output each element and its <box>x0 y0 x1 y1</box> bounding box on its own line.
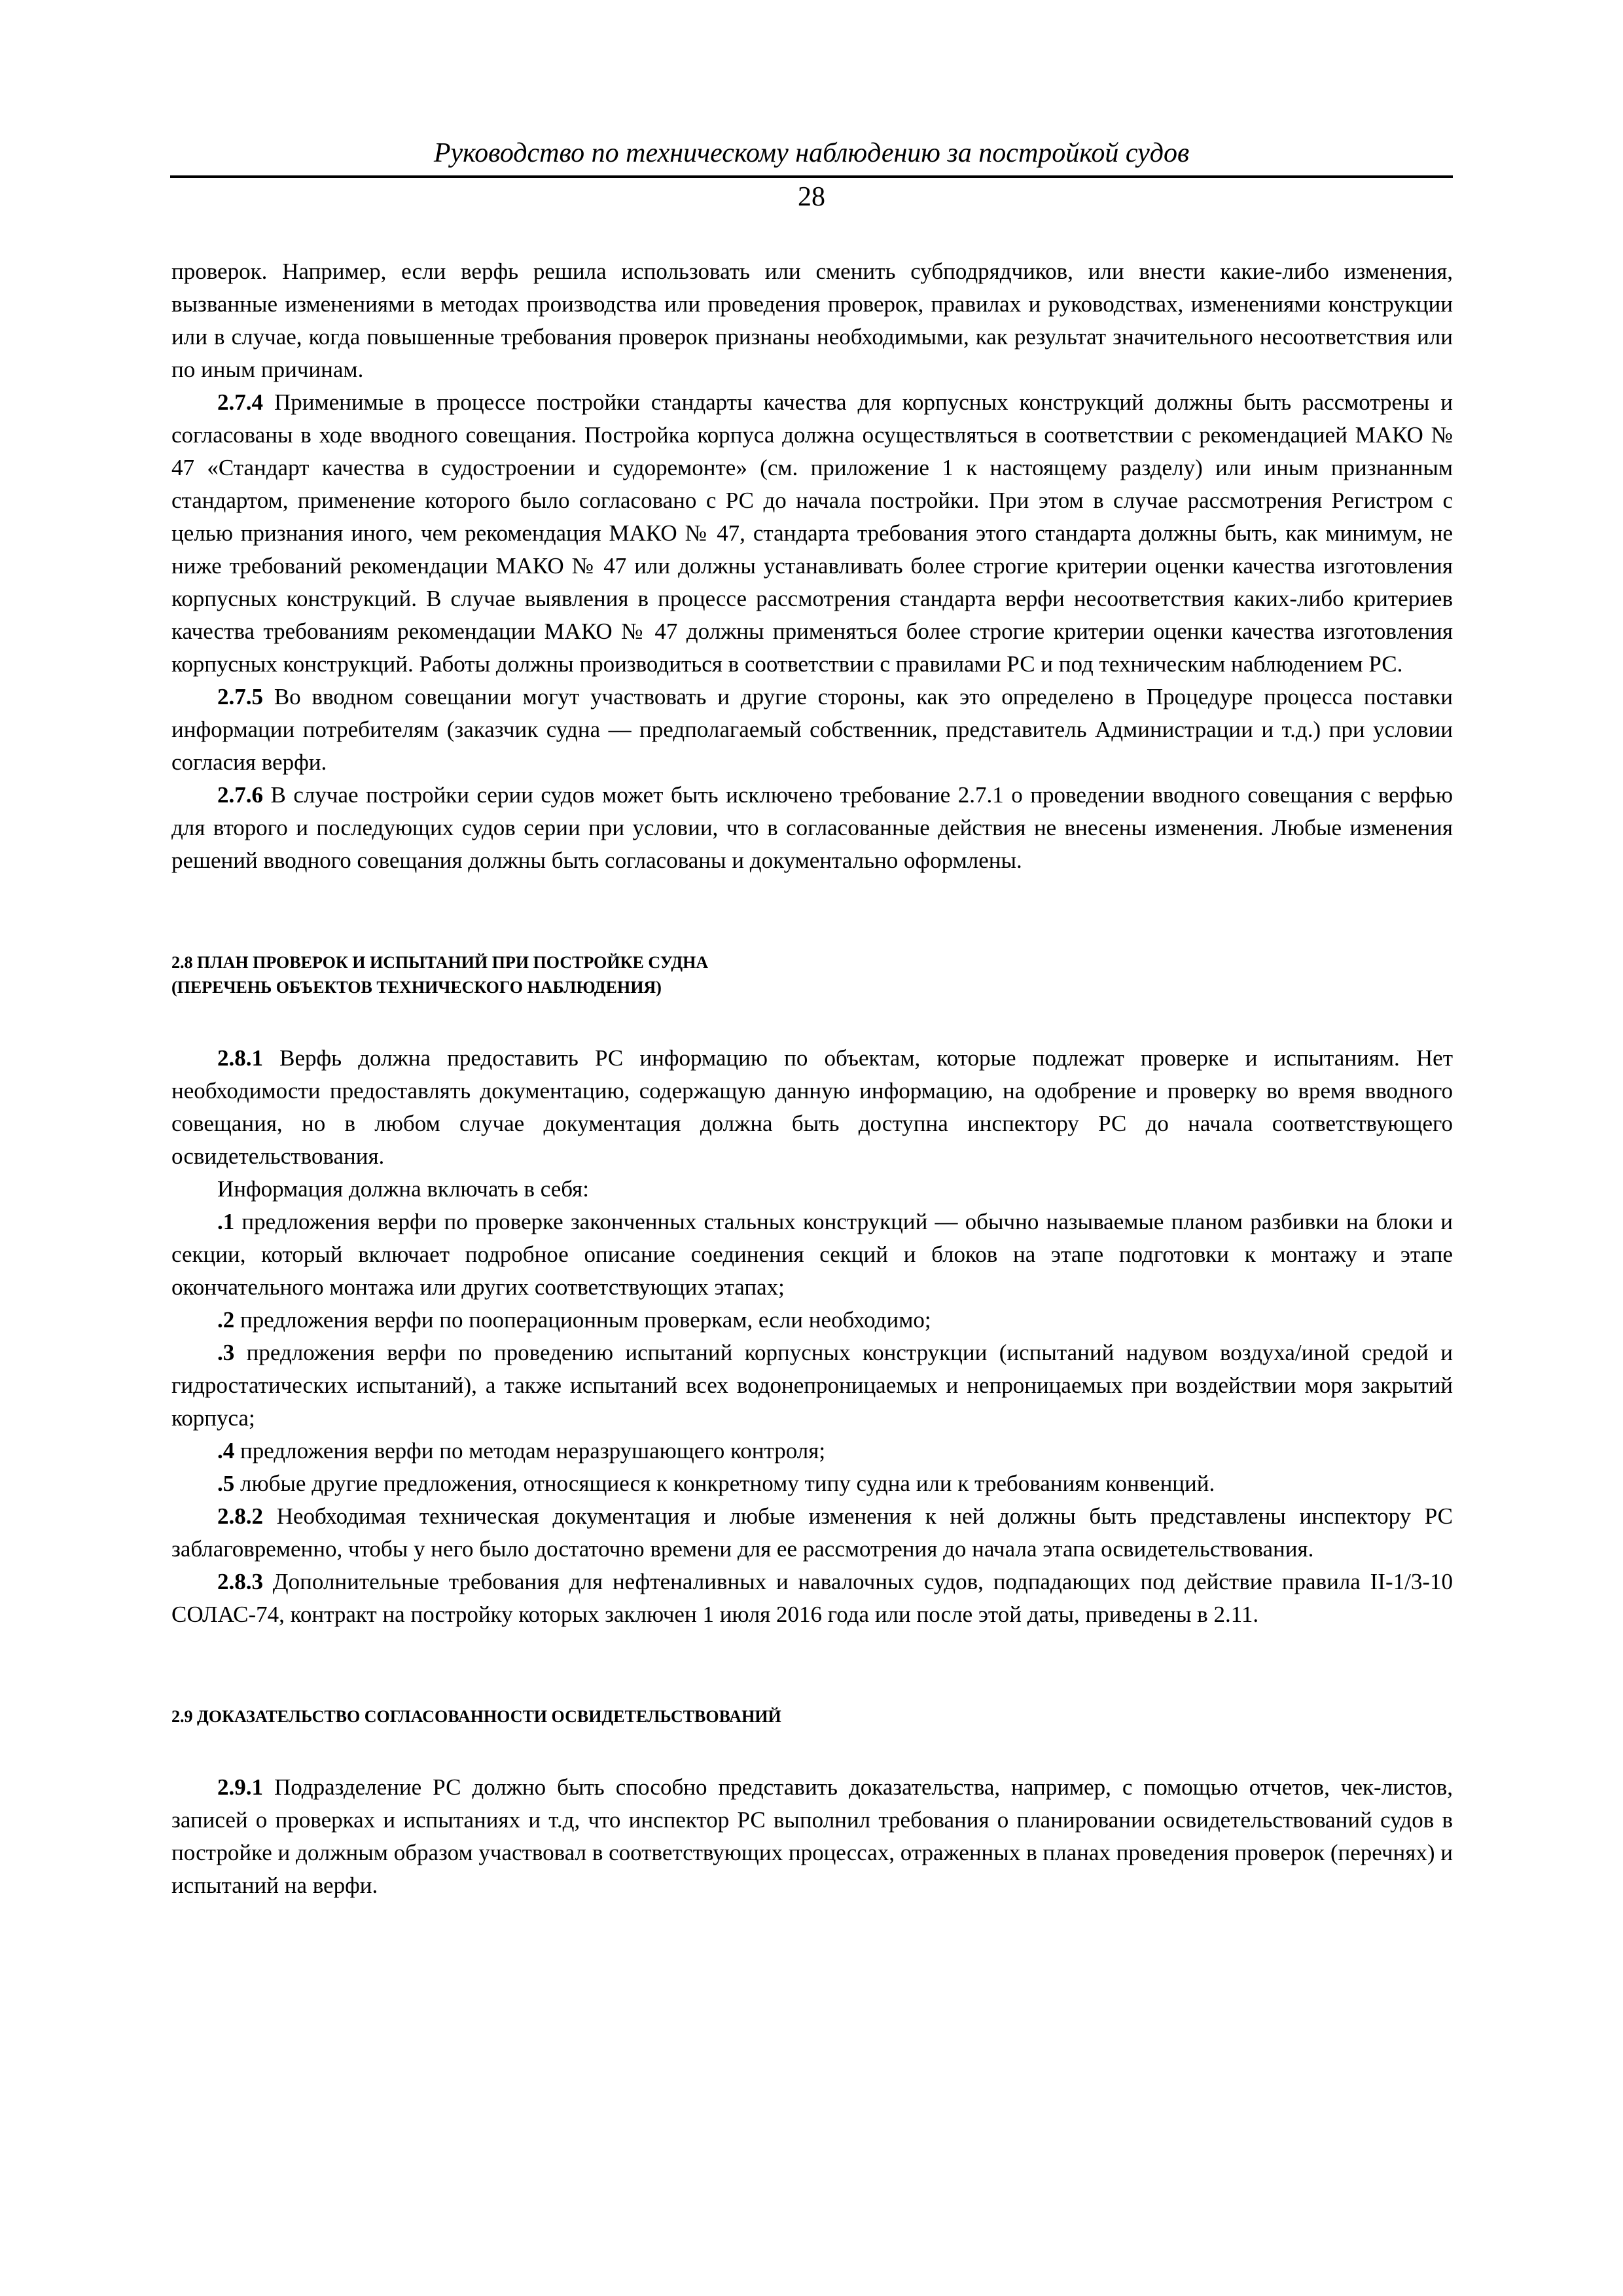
header-rule <box>170 175 1453 178</box>
clause-number: 2.9.1 <box>217 1774 263 1800</box>
paragraph-2-9-1 <box>171 1771 1453 1902</box>
spacer <box>171 1631 1453 1704</box>
clause-number: 2.7.5 <box>217 684 263 709</box>
spacer <box>171 1729 1453 1771</box>
list-item-1 <box>171 1206 1453 1304</box>
clause-text: Во вводном совещании могут участвовать и другие стороны, как это определено в Процедуре процесса поставки информации потребителям (заказчик судна — предполагаемый собственник, представитель Администрации и т.д.) при условии согласия верфи. <box>171 684 1453 775</box>
clause-number: 2.7.4 <box>217 389 263 415</box>
paragraph-2-7-5 <box>171 681 1453 779</box>
list-text: предложения верфи по пооперационным проверкам, если необходимо; <box>234 1307 931 1333</box>
clause-text: Применимые в процессе постройки стандарты качества для корпусных конструкций должны быть рассмотрены и согласованы в ходе вводного совещания. Постройка корпуса должна осуществляться в соответствии с рекомендацией МАКО № 47 «Стандарт качества в судостроении и судоремонте» (см. приложение 1 к настоящему разделу) или иным признанным стандартом, применение которого было согласовано с РС до начала постройки. При этом в случае рассмотрения Регистром с целью признания иного, чем рекомендация МАКО № 47, стандарта требования этого стандарта должны быть, как минимум, не ниже требований рекомендации МАКО № 47 или должны устанавливать более строгие критерии оценки качества изготовления корпусных конструкций. В случае выявления в процессе рассмотрения стандарта верфи несоответствия каких-либо критериев качества требованиям рекомендации МАКО № 47 должны применяться более строгие критерии оценки качества изготовления корпусных конструкций. Работы должны производиться в соответствии с правилами РС и под техническим наблюдением РС. <box>171 389 1453 677</box>
paragraph-continuation: проверок. Например, если верфь решила использовать или сменить субподрядчиков, или внести какие-либо изменения, вызванные изменениями в методах производства или проведения проверок, правилах и руководствах, изменениями конструкции или в случае, когда повышенные требования проверок признаны необходимыми, как результат значительного несоответствия или по иным причинам. <box>171 259 1453 382</box>
list-item-5 <box>171 1467 1453 1500</box>
section-heading-2-8-line2: (ПЕРЕЧЕНЬ ОБЪЕКТОВ ТЕХНИЧЕСКОГО НАБЛЮДЕНИЯ) <box>171 978 662 997</box>
clause-text: Необходимая техническая документация и любые изменения к ней должны быть представлены инспектору РС заблаговременно, чтобы у него было достаточно времени для ее рассмотрения до начала этапа освидетельствования. <box>171 1503 1453 1562</box>
list-number: .5 <box>217 1471 235 1496</box>
paragraph-2-7-6 <box>171 779 1453 877</box>
section-heading-2-9: 2.9 ДОКАЗАТЕЛЬСТВО СОГЛАСОВАННОСТИ ОСВИДЕТЕЛЬСТВОВАНИЙ <box>171 1707 781 1726</box>
list-number: .4 <box>217 1438 235 1463</box>
clause-text: Подразделение РС должно быть способно представить доказательства, например, с помощью отчетов, чек-листов, записей о проверках и испытаниях и т.д, что инспектор РС выполнил требования о планировании освидетельствований судов в постройке и должным образом участвовал в соответствующих процессах, отраженных в планах проведения проверок (перечнях) и испытаний на верфи. <box>171 1774 1453 1898</box>
section-heading-2-8-line1: 2.8 ПЛАН ПРОВЕРОК И ИСПЫТАНИЙ ПРИ ПОСТРОЙКЕ СУДНА <box>171 953 709 972</box>
paragraph-2-8-3 <box>171 1566 1453 1631</box>
clause-text: Дополнительные требования для нефтеналивных и навалочных судов, подпадающих под действие правила II-1/3-10 СОЛАС-74, контракт на постройку которых заключен 1 июля 2016 года или после этой даты, приведены в 2.11. <box>171 1569 1453 1627</box>
running-header: Руководство по техническому наблюдению за постройкой судов <box>433 138 1190 168</box>
list-text: предложения верфи по проведению испытаний корпусных конструкции (испытаний надувом воздуха/иной средой и гидростатических испытаний), а также испытаний всех водонепроницаемых и непроницаемых при воздействии моря закрытий корпуса; <box>171 1340 1453 1431</box>
list-text: предложения верфи по проверке законченных стальных конструкций — обычно называемые планом разбивки на блоки и секции, который включает подробное описание соединения секций и блоков на этапе подготовки к монтажу и этапе окончательного монтажа или других соответствующих этапах; <box>171 1209 1453 1300</box>
list-text: предложения верфи по методам неразрушающего контроля; <box>234 1438 826 1463</box>
list-item-4 <box>171 1435 1453 1467</box>
clause-number: 2.8.2 <box>217 1503 263 1529</box>
clause-text: Верфь должна предоставить РС информацию по объектам, которые подлежат проверке и испытаниям. Нет необходимости предоставлять документацию, содержащую данную информацию, на одобрение и проверку во время вводного совещания, но в любом случае документация должна быть доступна инспектору РС до начала соответствующего освидетельствования. <box>171 1045 1453 1169</box>
list-item-3 <box>171 1336 1453 1435</box>
paragraph-2-8-1 <box>171 1042 1453 1173</box>
clause-number: 2.8.3 <box>217 1569 263 1594</box>
clause-number: 2.8.1 <box>217 1045 263 1071</box>
list-number: .3 <box>217 1340 235 1365</box>
body-text <box>171 255 1453 1902</box>
paragraph-info-intro: Информация должна включать в себя: <box>217 1176 589 1202</box>
list-number: .1 <box>217 1209 235 1234</box>
list-item-2 <box>171 1304 1453 1336</box>
spacer <box>171 1000 1453 1042</box>
clause-number: 2.7.6 <box>217 782 263 808</box>
clause-text: В случае постройки серии судов может быть исключено требование 2.7.1 о проведении вводного совещания с верфью для второго и последующих судов серии при условии, что в согласованные действия не внесены изменения. Любые изменения решений вводного совещания должны быть согласованы и документально оформлены. <box>171 782 1453 873</box>
spacer <box>171 877 1453 950</box>
paragraph-2-7-4 <box>171 386 1453 681</box>
list-number: .2 <box>217 1307 235 1333</box>
paragraph-2-8-2 <box>171 1500 1453 1566</box>
page-number: 28 <box>798 182 825 212</box>
list-text: любые другие предложения, относящиеся к конкретному типу судна или к требованиям конвенций. <box>234 1471 1215 1496</box>
